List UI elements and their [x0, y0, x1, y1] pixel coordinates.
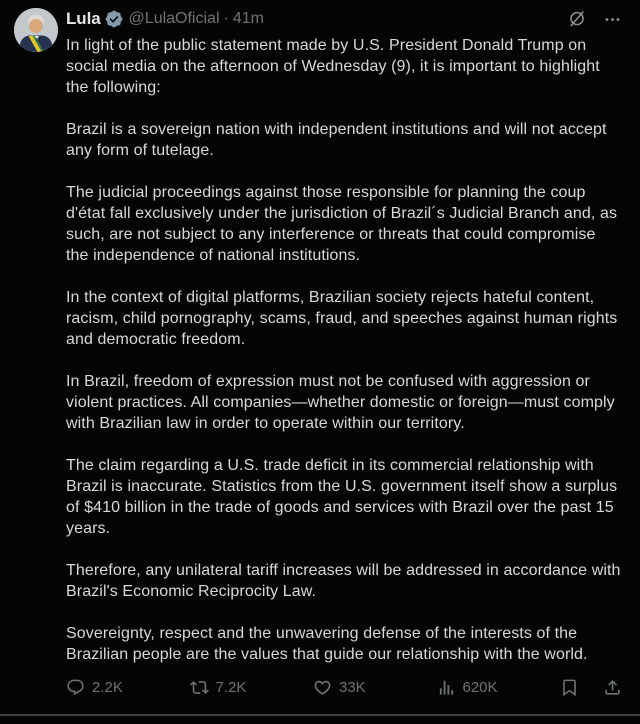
repost-count: 7.2K — [215, 679, 247, 696]
reply-button[interactable] — [66, 678, 190, 697]
tweet-row — [14, 6, 624, 697]
action-bar — [66, 678, 622, 697]
paragraph: Therefore, any unilateral tariff increases will be addressed in accordance with Brazil's Economic Reciprocity Law. — [66, 562, 621, 600]
paragraph: The judicial proceedings against those responsible for planning the coup d'état fall exclusively under the jurisdiction of Brazil´s Judicial Branch and, as such, are not subject to any interference or threats that could compromise the independence of national institutions. — [66, 184, 618, 264]
paragraph: In Brazil, freedom of expression must not be confused with aggression or violent practices. All companies—whether domestic or foreign—must comply with Brazilian law in order to operate within our territory. — [66, 373, 615, 432]
bookmark-share-group — [560, 678, 622, 697]
top-icons — [567, 9, 622, 29]
views-button[interactable] — [437, 678, 561, 697]
repost-button[interactable] — [190, 678, 314, 697]
timestamp-separator: · — [223, 10, 229, 27]
bookmark-icon[interactable] — [560, 678, 579, 697]
tweet-header — [66, 6, 622, 32]
like-count: 33K — [339, 679, 366, 696]
handle-group — [129, 10, 268, 28]
tweet-text — [66, 35, 622, 665]
display-name[interactable]: Lula — [66, 9, 101, 28]
views-count: 620K — [462, 679, 498, 696]
author[interactable] — [66, 9, 567, 29]
repost-icon — [190, 678, 209, 697]
avatar[interactable] — [14, 8, 58, 52]
more-icon[interactable] — [603, 10, 622, 29]
verified-badge-icon — [105, 10, 123, 28]
like-icon — [313, 678, 332, 697]
like-button[interactable] — [313, 678, 437, 697]
reply-count: 2.2K — [92, 679, 123, 696]
paragraph: In the context of digital platforms, Brazilian society rejects hateful content, racism, child pornography, scams, fraud, and speeches against human rights and democratic freedom. — [66, 289, 618, 348]
share-icon[interactable] — [603, 678, 622, 697]
paragraph: Brazil is a sovereign nation with independent institutions and will not accept any form of tutelage. — [66, 121, 607, 159]
tweet-content — [66, 6, 624, 697]
timestamp[interactable]: 41m — [232, 10, 264, 27]
paragraph: In light of the public statement made by U.S. President Donald Trump on social media on the afternoon of Wednesday (9), it is important to highlight the following: — [66, 37, 600, 96]
grok-icon[interactable] — [567, 9, 587, 29]
reply-icon — [66, 678, 85, 697]
handle[interactable]: @LulaOficial — [128, 10, 220, 27]
tweet-divider — [0, 714, 640, 716]
paragraph: Sovereignty, respect and the unwavering defense of the interests of the Brazilian people are the values that guide our relationship with the world. — [66, 625, 588, 663]
paragraph: The claim regarding a U.S. trade deficit in its commercial relationship with Brazil is inaccurate. Statistics from the U.S. government itself show a surplus of $410 billion in the trade of goods and services with Brazil over the past 15 years. — [66, 457, 618, 537]
views-icon — [437, 678, 456, 697]
avatar-image — [14, 8, 58, 52]
